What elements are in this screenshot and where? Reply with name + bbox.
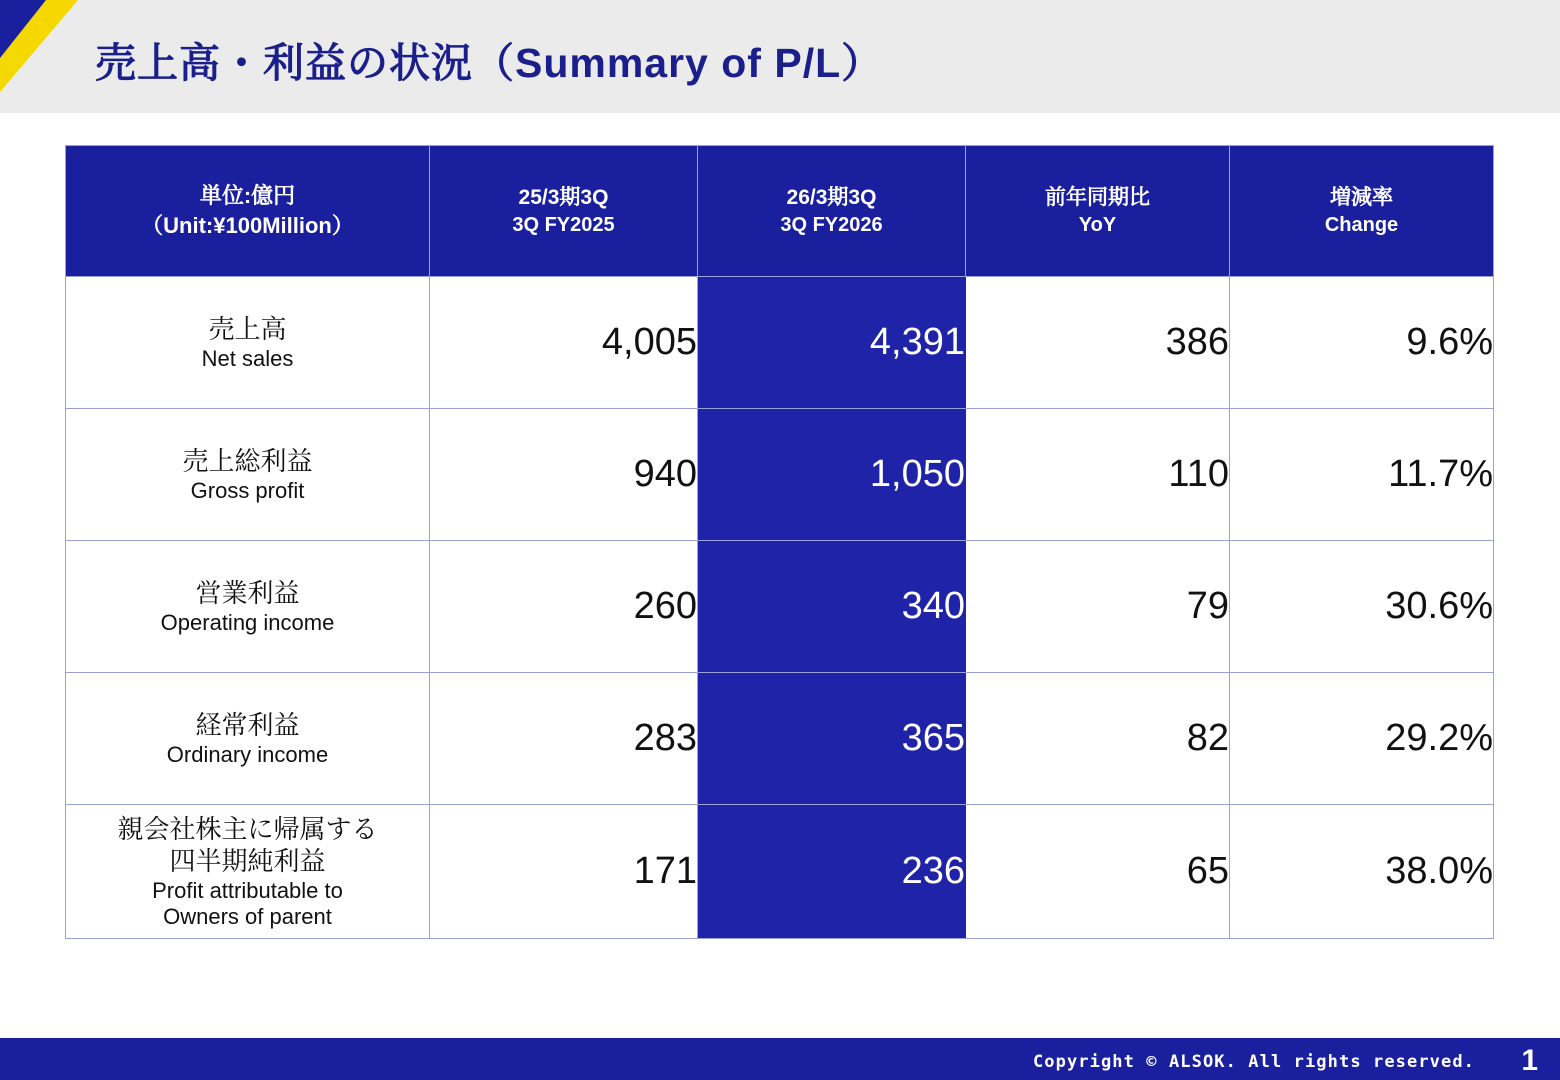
column-header-yoy-en: YoY — [1078, 213, 1117, 236]
row-label-en: Operating income — [160, 609, 335, 635]
cell-net-sales-fy2026: 4,391 — [698, 277, 966, 409]
cell-ordinary-income-fy2025: 283 — [430, 673, 698, 805]
table-row — [66, 673, 1494, 805]
column-header-change — [1230, 146, 1494, 277]
column-header-fy2026 — [698, 146, 966, 277]
cell-gross-profit-fy2026: 1,050 — [698, 409, 966, 541]
table-header-row — [66, 146, 1494, 277]
row-label-profit-attributable — [66, 805, 430, 939]
cell-ordinary-income-yoy: 82 — [966, 673, 1230, 805]
row-label-jp: 親会社株主に帰属する — [117, 813, 378, 844]
row-label-en: Net sales — [201, 345, 294, 371]
row-label-jp: 売上総利益 — [182, 446, 313, 477]
row-label-jp-2: 四半期純利益 — [169, 846, 326, 877]
row-label-jp: 営業利益 — [195, 578, 300, 609]
column-header-unit-en: （Unit:¥100Million） — [141, 213, 354, 238]
cell-gross-profit-fy2025: 940 — [430, 409, 698, 541]
row-label-en: Ordinary income — [166, 741, 329, 767]
slide-header — [0, 0, 1560, 113]
row-label-jp: 売上高 — [208, 314, 287, 345]
pl-table — [65, 145, 1494, 939]
cell-net-sales-fy2025: 4,005 — [430, 277, 698, 409]
column-header-fy2026-en: 3Q FY2026 — [780, 213, 883, 236]
cell-profit-attributable-fy2025: 171 — [430, 805, 698, 939]
column-header-unit-jp: 単位:億円 — [199, 183, 296, 209]
row-label-net-sales — [66, 277, 430, 409]
column-header-change-jp: 増減率 — [1330, 186, 1393, 210]
cell-profit-attributable-change: 38.0% — [1230, 805, 1494, 939]
cell-gross-profit-yoy: 110 — [966, 409, 1230, 541]
column-header-yoy — [966, 146, 1230, 277]
column-header-fy2025-en: 3Q FY2025 — [512, 213, 615, 236]
cell-profit-attributable-yoy: 65 — [966, 805, 1230, 939]
table-body — [66, 277, 1494, 939]
cell-ordinary-income-change: 29.2% — [1230, 673, 1494, 805]
row-label-ordinary-income — [66, 673, 430, 805]
cell-ordinary-income-fy2026: 365 — [698, 673, 966, 805]
cell-operating-income-fy2025: 260 — [430, 541, 698, 673]
cell-profit-attributable-fy2026: 236 — [698, 805, 966, 939]
row-label-jp: 経常利益 — [195, 710, 300, 741]
page-number: 1 — [1521, 1044, 1538, 1077]
table-row — [66, 277, 1494, 409]
table-row — [66, 805, 1494, 939]
copyright-text: Copyright © ALSOK. All rights reserved. — [1032, 1052, 1475, 1072]
table-header — [66, 146, 1494, 277]
row-label-en-2: Owners of parent — [163, 904, 332, 929]
table-row — [66, 541, 1494, 673]
pl-table-container — [65, 145, 1493, 939]
column-header-fy2025 — [430, 146, 698, 277]
row-label-en: Gross profit — [190, 477, 305, 503]
row-label-en: Profit attributable to — [152, 877, 343, 903]
row-label-gross-profit — [66, 409, 430, 541]
cell-net-sales-change: 9.6% — [1230, 277, 1494, 409]
row-label-operating-income — [66, 541, 430, 673]
column-header-fy2026-jp: 26/3期3Q — [786, 186, 877, 210]
column-header-fy2025-jp: 25/3期3Q — [518, 186, 609, 210]
cell-gross-profit-change: 11.7% — [1230, 409, 1494, 541]
column-header-unit — [66, 146, 430, 277]
cell-operating-income-yoy: 79 — [966, 541, 1230, 673]
cell-net-sales-yoy: 386 — [966, 277, 1230, 409]
page-title: 売上高・利益の状況（Summary of P/L） — [95, 40, 884, 86]
cell-operating-income-change: 30.6% — [1230, 541, 1494, 673]
column-header-yoy-jp: 前年同期比 — [1045, 186, 1150, 210]
column-header-change-en: Change — [1324, 213, 1399, 236]
cell-operating-income-fy2026: 340 — [698, 541, 966, 673]
table-row — [66, 409, 1494, 541]
